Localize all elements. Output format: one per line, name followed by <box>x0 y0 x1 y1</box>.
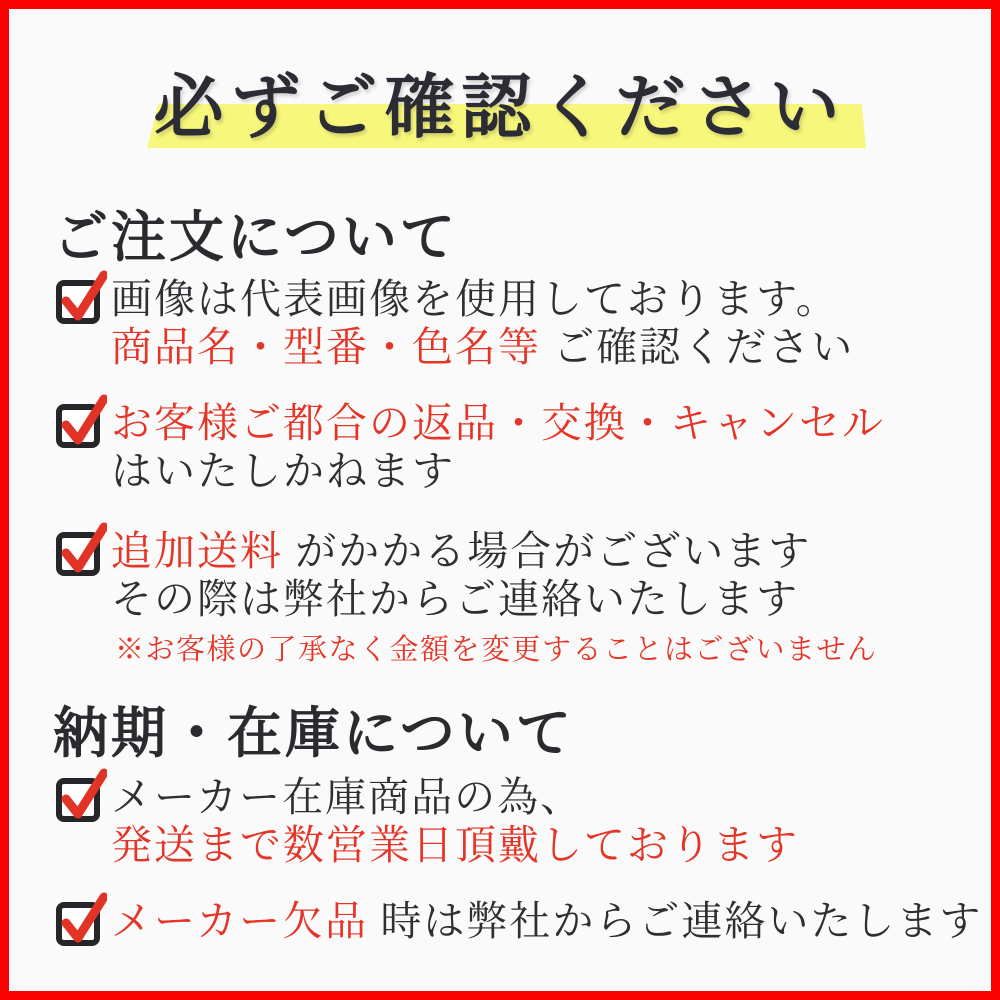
item-line <box>111 323 854 371</box>
item-line <box>111 447 885 495</box>
item-text-segment: はいたしかねます <box>111 448 455 494</box>
checkbox-checked-icon <box>55 393 107 449</box>
item-line <box>111 575 878 623</box>
item-text <box>111 275 854 371</box>
checkbox-checked-icon <box>55 269 107 325</box>
item-line <box>111 275 854 323</box>
item-line <box>111 773 799 821</box>
item-text-segment: ご確認ください <box>553 324 855 370</box>
item-text-segment-emphasis: お客様ご都合の返品・交換・キャンセル <box>111 400 885 446</box>
notice-item-maker-outofstock <box>55 897 983 947</box>
section-heading-order: ご注文について <box>53 207 458 268</box>
item-text-segment: 時は弊社からご連絡いたします <box>380 898 983 944</box>
item-line <box>111 821 799 869</box>
item-line <box>111 399 885 447</box>
checkbox-checked-icon <box>55 767 107 823</box>
page-title-text: 必ずご確認ください <box>153 69 847 147</box>
section-heading-delivery-stock: 納期・在庫について <box>53 703 574 764</box>
item-line <box>111 527 878 575</box>
item-text-segment-emphasis: メーカー欠品 <box>111 898 369 944</box>
item-text-segment-emphasis: 発送まで数営業日頂戴しております <box>111 822 799 868</box>
item-text-segment: 画像は代表画像を使用しております。 <box>111 276 839 322</box>
item-text <box>111 897 983 945</box>
item-text <box>111 527 878 667</box>
item-text-segment: メーカー在庫商品の為、 <box>111 774 584 820</box>
item-footnote: ※お客様の了承なく金額を変更することはございません <box>115 634 878 666</box>
page-title <box>9 47 991 155</box>
item-text-segment: がかかる場合がございます <box>295 528 812 574</box>
checkbox-checked-icon <box>55 891 107 947</box>
notice-item-maker-stock <box>55 773 971 869</box>
notice-item-representative-image <box>55 275 971 371</box>
item-line <box>111 897 983 945</box>
item-text <box>111 773 799 869</box>
item-text-segment-emphasis: 商品名・型番・色名等 <box>111 324 541 370</box>
item-text-segment-emphasis: 追加送料 <box>111 528 283 574</box>
item-text-segment: その際は弊社からご連絡いたします <box>111 576 799 622</box>
notice-item-extra-shipping <box>55 527 971 667</box>
item-text <box>111 399 885 495</box>
notice-item-no-returns <box>55 399 971 495</box>
checkbox-checked-icon <box>55 521 107 577</box>
